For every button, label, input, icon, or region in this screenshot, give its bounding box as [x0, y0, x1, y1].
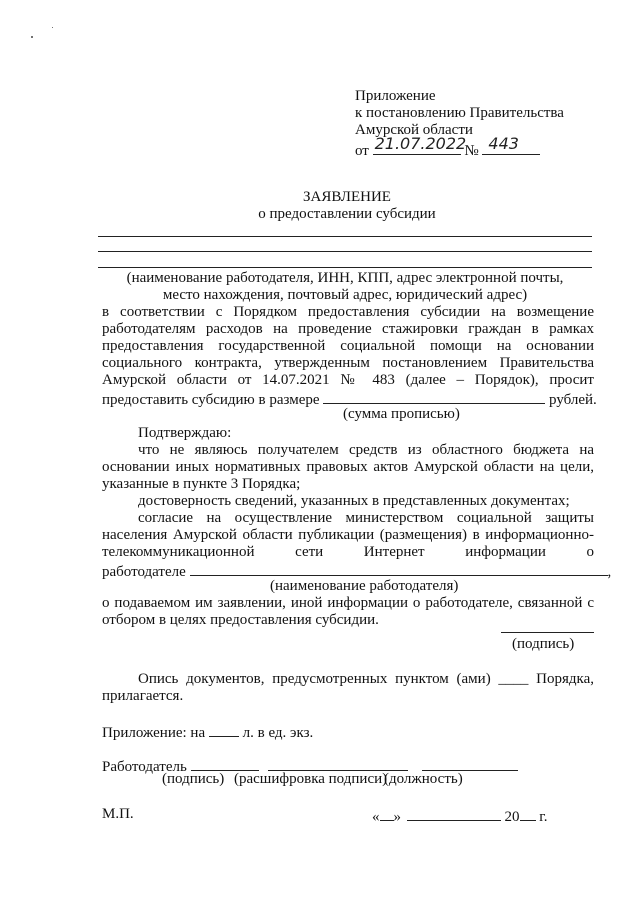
rubles-label: рублей. [549, 392, 597, 408]
inventory-line-2: прилагается. [102, 688, 184, 704]
number-handwritten-field [482, 134, 540, 155]
blank-line-3 [98, 267, 592, 268]
stamp-place-label: М.П. [102, 806, 134, 822]
month-field [407, 806, 501, 821]
employer-caption-2: место нахождения, почтовый адрес, юридический адрес) [162, 287, 528, 303]
document-title: ЗАЯВЛЕНИЕ [303, 189, 391, 205]
header-line-3: Амурской области [355, 122, 473, 138]
sig-caption-signature: (подпись) [162, 771, 225, 787]
employer-position-field [422, 756, 518, 771]
date-close-quote: » [393, 809, 401, 825]
attachment-suffix: л. в ед. экз. [242, 725, 314, 741]
sig-caption-decode: (расшифровка подписи) [234, 771, 388, 787]
body-p1-line-5: Амурской области от 14.07.2021 № 483 (далее – Порядок), просит [102, 372, 594, 388]
header-line-2: к постановлению Правительства [355, 105, 564, 121]
item1-line-1: что не являюсь получателем средств из областного бюджета на [138, 442, 594, 458]
body-p1-line-2: работодателям расходов на проведение стажировки граждан в рамках [102, 321, 594, 337]
signature-caption: (подпись) [512, 636, 575, 652]
inventory-line-1: Опись документов, предусмотренных пунктом (ами) ____ Порядка, [138, 671, 594, 687]
confirm-heading: Подтверждаю: [138, 425, 232, 441]
blank-line-1 [98, 236, 592, 237]
employer-name-decode-field [268, 756, 408, 771]
item1-line-2: основании иных нормативных правовых актов Амурской области на цели, [102, 459, 594, 475]
employer-caption-1: (наименование работодателя, ИНН, КПП, адрес электронной почты, [126, 270, 564, 286]
date-open-quote: « [372, 809, 380, 825]
item3-line-2: населения Амурской области публикации (размещения) в информационно- [102, 527, 594, 543]
scan-mark [31, 36, 33, 38]
date-handwritten-field [373, 134, 467, 155]
header-line-1: Приложение [355, 88, 436, 104]
employer-name-caption: (наименование работодателя) [270, 578, 459, 594]
attachment-line [102, 722, 313, 742]
date-prefix: от [355, 143, 369, 159]
attachment-pages-field [209, 722, 239, 737]
number-handwritten: 443 [488, 134, 519, 153]
item3-line-1: согласие на осуществление министерством социальной защиты [138, 510, 594, 526]
employer-signature-field [191, 756, 259, 771]
sum-caption: (сумма прописью) [343, 406, 460, 422]
scan-mark [52, 27, 53, 28]
employer-name-field [190, 561, 608, 576]
body-p1-line-3: предоставления государственной социальной помощи на основании [102, 338, 594, 354]
number-label: № [464, 143, 479, 159]
header-date-line [355, 134, 540, 160]
subsidy-amount-field [323, 389, 545, 404]
sig-caption-position: (должность) [384, 771, 463, 787]
item1-line-3: указанные в пункте 3 Порядка; [102, 476, 301, 492]
item3-tail-line-1: о подаваемом им заявлении, иной информации о работодателе, связанной с [102, 595, 594, 611]
item3-tail-line-2: отбором в целях предоставления субсидии. [102, 612, 379, 628]
body-p1-line-4: социального контракта, утвержденным постановлением Правительства [102, 355, 594, 371]
date-handwritten: 21.07.2022 [374, 134, 467, 153]
year-suffix: г. [539, 809, 548, 825]
blank-line-2 [98, 251, 592, 252]
signing-date-line [372, 806, 547, 826]
subsidy-amount-label: предоставить субсидию в размере [102, 392, 320, 408]
year-field [520, 806, 536, 821]
employer-word: работодателе [102, 564, 186, 580]
employer-label: Работодатель [102, 759, 187, 775]
day-field [380, 806, 394, 821]
year-prefix: 20 [504, 809, 520, 825]
item2-line: достоверность сведений, указанных в представленных документах; [138, 493, 570, 509]
employer-comma: , [607, 564, 612, 580]
document-subtitle: о предоставлении субсидии [258, 206, 436, 222]
signature-line [501, 632, 594, 633]
attachment-prefix: Приложение: на [102, 725, 206, 741]
body-p1-line-1: в соответствии с Порядком предоставления субсидии на возмещение [102, 304, 594, 320]
item3-line-3: телекоммуникационной сети Интернет информации о [102, 544, 594, 560]
